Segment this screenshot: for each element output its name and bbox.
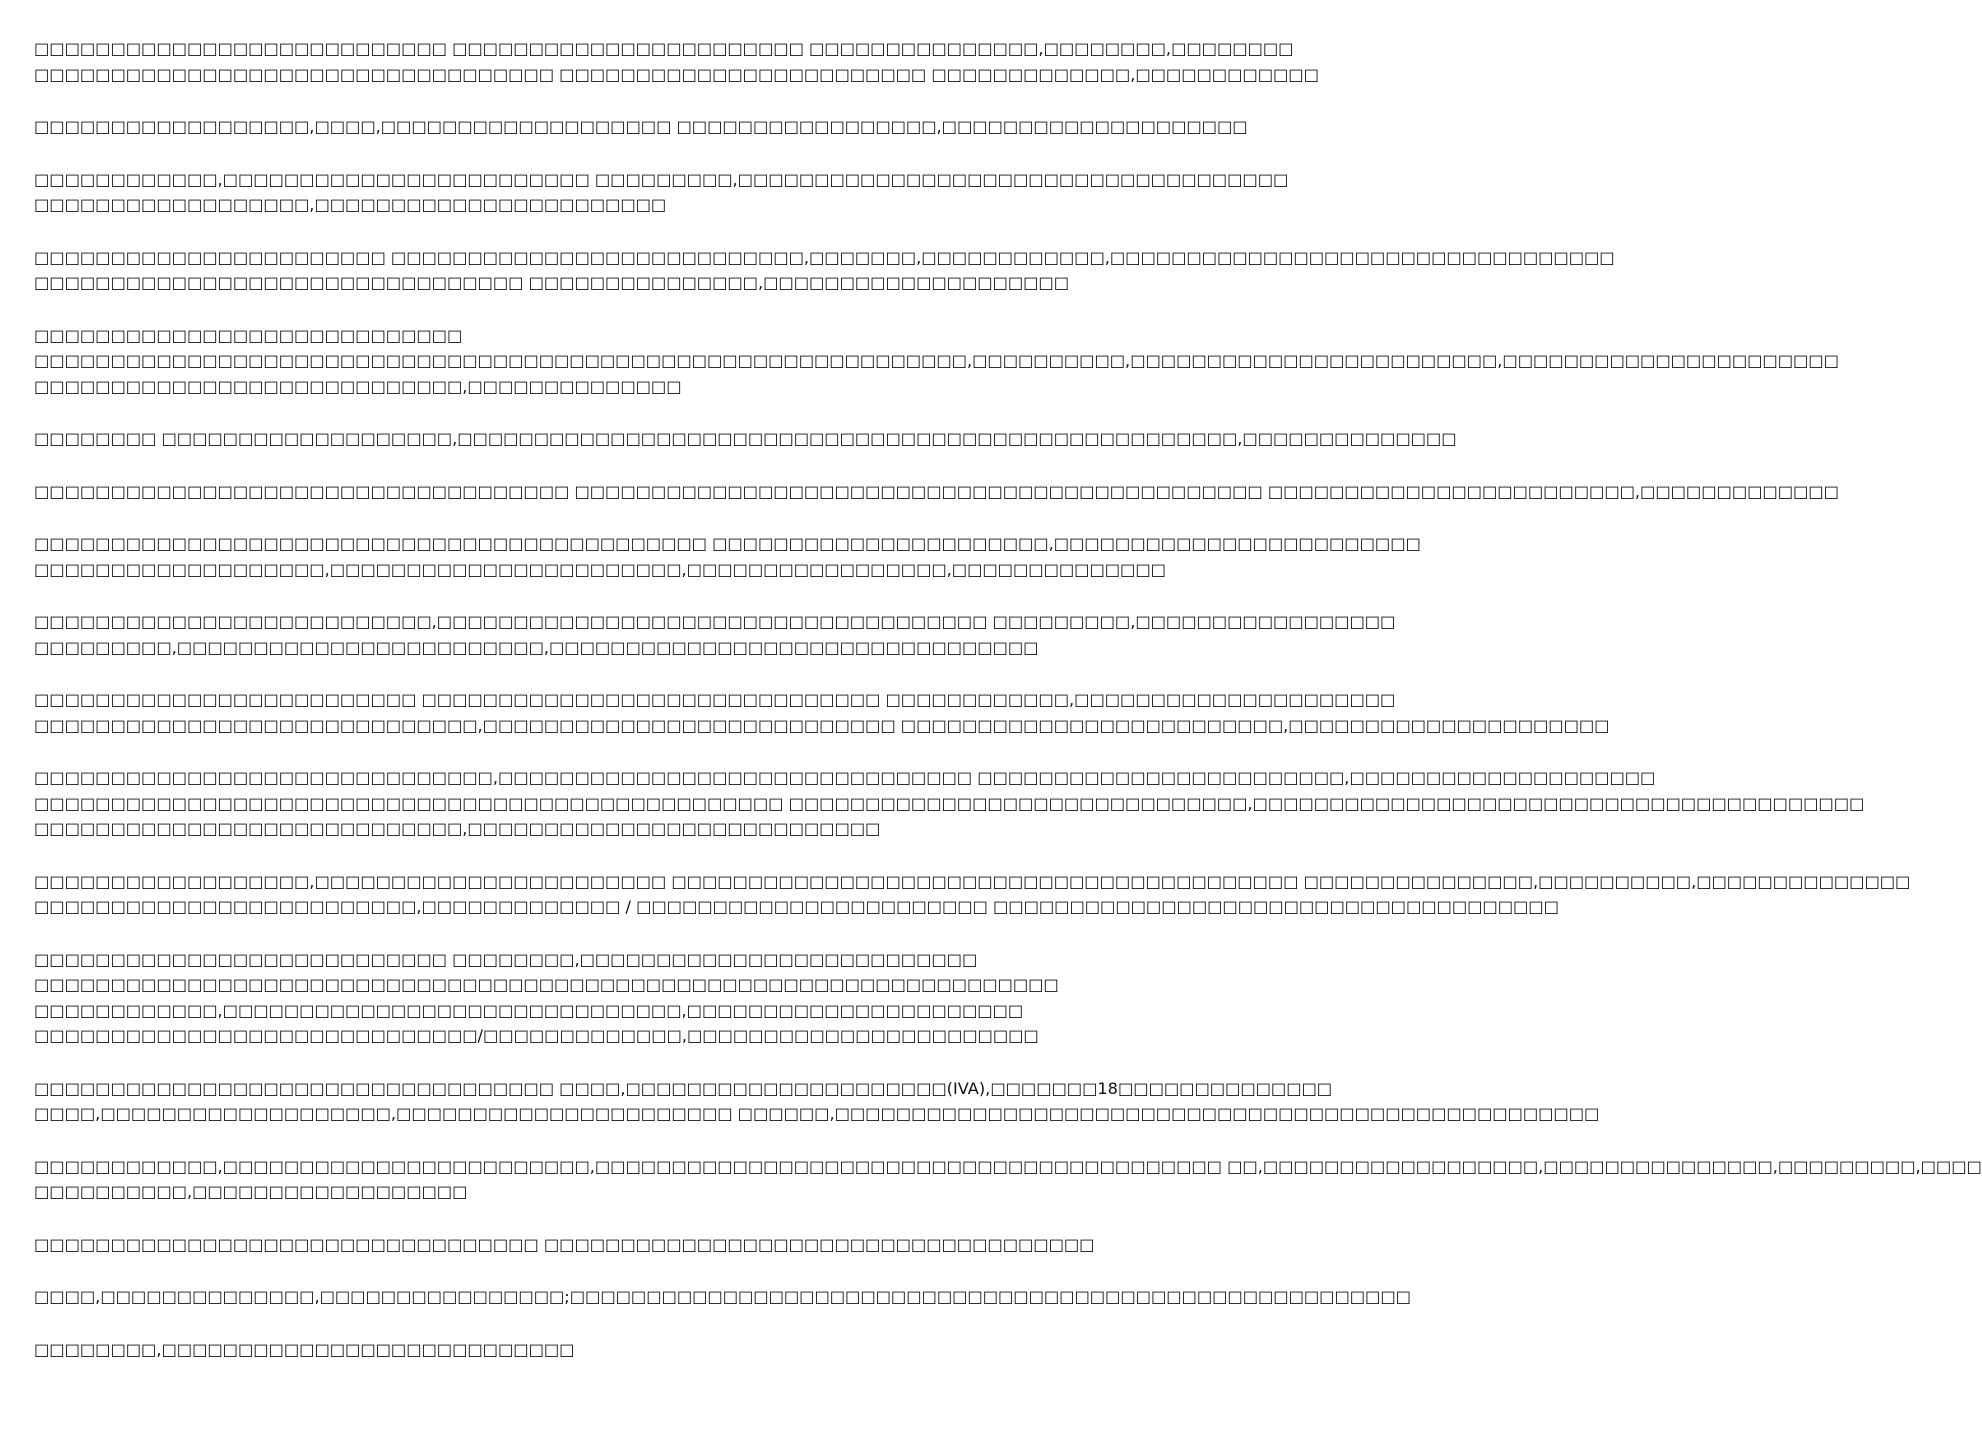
- text-line: □□□□□□□□□□□□□□□□□□□□□□□□□□□□□/□□□□□□□□□□□□□,□□□□□□□□□□□□□□□□□□□□□□□: [34, 1026, 1039, 1045]
- paragraph-6: [34, 426, 1457, 452]
- text-line: □□□□□□□□□□□□□□□□□□,□□□□□□□□□□□□□□□□□□□□□□□ □□□□□□□□□□□□□□□□□□□□□□□□□□□□□□□□□□□□□□□□□ □□□□□□□□□□□□□□□,□□□□□□□□□□,□□□□□□□□□□□□□□: [34, 871, 1911, 891]
- paragraph-3: [34, 167, 1289, 218]
- text-line: □□□□□□□□□□□□□□□□□□□□□□□□□,□□□□□□□□□□□□□ / □□□□□□□□□□□□□□□□□□□□□□□ □□□□□□□□□□□□□□□□□□□□□□□□□□□□□□□□□□□□□: [34, 897, 1559, 916]
- paragraph-14: [34, 1076, 1600, 1127]
- paragraph-18: [34, 1337, 994, 1363]
- text-line: □□□□□□□□□□□□□□□□□□□□□□□□□□□ □□□□□□□□,□□□□□□□□□□□□□□□□□□□□□□□□□□: [34, 949, 978, 969]
- paragraph-15: [34, 1154, 1982, 1205]
- text-line: □□□□□□□□□□□□□□□□□□,□□□□□□□□□□□□□□□□□□□□□□□: [34, 195, 667, 214]
- paragraph-2: [34, 114, 1248, 140]
- paragraph-11: [34, 765, 1865, 842]
- text-line: □□□□□□□□□□□□□□□□□□□□□□□□□□□□,□□□□□□□□□□□□□□□□□□□□□□□□□□□: [34, 819, 881, 838]
- paragraph-9: [34, 609, 1396, 660]
- text-line: □□□□,□□□□□□□□□□□□□□□□□□□,□□□□□□□□□□□□□□□□□□□□□□ □□□□□□,□□□□□□□□□□□□□□□□□□□□□□□□□□□□□□□□□□□□□□□□□□□□□□□□□□: [34, 1104, 1600, 1123]
- text-line: □□□□,□□□□□□□□□□□□□□,□□□□□□□□□□□□□□□□;□□□□□□□□□□□□□□□□□□□□□□□□□□□□□□□□□□□□□□□□□□□□□□□□□□□□□□□: [34, 1287, 1411, 1306]
- text-line: □□□□□□□□□□□□□□□□□□□□□□□□□ □□□□□□□□□□□□□□□□□□□□□□□□□□□□□□ □□□□□□□□□□□□,□□□□□□□□□□□□□□□□□□□□□: [34, 690, 1396, 709]
- text-line: □□□□□□□□□□□□□□□□□□□□□□□□□□□□□□□□□□ □□□□,□□□□□□□□□□□□□□□□□□□□□(IVA),□□□□□□□18□□□□□□□□□□□□□□: [34, 1078, 1333, 1098]
- text-line: □□□□□□□□□□□□□□□□□□□□□□□□□□□□□□□□□ □□□□□□□□□□□□□□□□□□□□□□□□□□□□□□□□□□□□: [34, 1234, 1095, 1254]
- text-line: □□□□□□□□□,□□□□□□□□□□□□□□□□□□□□□□□□,□□□□□□□□□□□□□□□□□□□□□□□□□□□□□□□□: [34, 637, 1039, 657]
- text-line: □□□□□□□□□□□□□□□□□□□□□□□□□□□□□□□□□□ □□□□□□□□□□□□□□□□□□□□□□□□ □□□□□□□□□□□□□,□□□□□□□□□□□□: [34, 64, 1319, 84]
- text-line: □□□□□□□□□□□□□□□□□□□□□□□□□□□ □□□□□□□□□□□□□□□□□□□□□□□ □□□□□□□□□□□□□□□,□□□□□□□□,□□□□□□□□: [34, 39, 1294, 58]
- text-line: □□□□□□□□□□□□□□□□□□□□□□□□□□□□□□□□□□□□□□□□□□□□□□□□□ □□□□□□□□□□□□□□□□□□□□□□□□□□□□□□,□□□□□□□□□□□□□□□□□□□□□□□□□□□□□□□□□□□□□□□□: [34, 793, 1865, 813]
- text-line: □□□□□□□□□□□□□□□□□□□□□□□□□□□□□□□□□□□□□□□□□□□□□□□□□□□□□□□□□□□□□□□□□□□: [34, 975, 1059, 994]
- paragraph-7: [34, 479, 1839, 505]
- text-line: □□□□□□□□□□□□□□□□□□□□□□□□□□□□,□□□□□□□□□□□□□□: [34, 376, 682, 396]
- text-line: □□□□□□□□□□□□,□□□□□□□□□□□□□□□□□□□□□□□□,□□□□□□□□□□□□□□□□□□□□□□□□□□□□□□□□□□□□□□□□□ □□,□□□□□□□□□□□□□□□□□□,□□□□□□□□□□□□□□□,□□□□□□□□□,□□□□: [34, 1156, 1982, 1176]
- text-line: □□□□□□□□□□□□,□□□□□□□□□□□□□□□□□□□□□□□□□□□□□□,□□□□□□□□□□□□□□□□□□□□□□: [34, 1000, 1024, 1020]
- paragraph-12: [34, 869, 1911, 920]
- text-line: □□□□□□□□ □□□□□□□□□□□□□□□□□□□,□□□□□□□□□□□□□□□□□□□□□□□□□□□□□□□□□□□□□□□□□□□□□□□□□□□,□□□□□□□□□□□□□□: [34, 429, 1457, 448]
- text-line: □□□□□□□□□□□□,□□□□□□□□□□□□□□□□□□□□□□□□ □□□□□□□□□,□□□□□□□□□□□□□□□□□□□□□□□□□□□□□□□□□□□□: [34, 169, 1289, 189]
- paragraph-1: [34, 36, 1319, 87]
- text-line: □□□□□□□□□□□□□□□□□□□□□□□□□□□□: [34, 325, 463, 345]
- text-line: □□□□□□□□□□,□□□□□□□□□□□□□□□□□□: [34, 1182, 468, 1201]
- paragraph-13: [34, 947, 1059, 1049]
- text-line: □□□□□□□□□□□□□□□□□□,□□□□,□□□□□□□□□□□□□□□□□□□ □□□□□□□□□□□□□□□□□,□□□□□□□□□□□□□□□□□□□□: [34, 117, 1248, 136]
- text-line: □□□□□□□□□□□□□□□□□□□□□□□□□□□□□□□□□□□□□□□□□□□□□□□□□□□□□□□□□□□□□,□□□□□□□□□□,□□□□□□□□□□□□□□□□□□□□□□□□,□□□□□□□□□□□□□□□□□□□□□□: [34, 351, 1839, 370]
- document-body: [34, 36, 1982, 1389]
- text-line: □□□□□□□□□□□□□□□□□□□□□□□□□□□□□,□□□□□□□□□□□□□□□□□□□□□□□□□□□ □□□□□□□□□□□□□□□□□□□□□□□□□,□□□□□□□□□□□□□□□□□□□□□: [34, 715, 1610, 735]
- text-line: □□□□□□□□□□□□□□□□□□□,□□□□□□□□□□□□□□□□□□□□□□□,□□□□□□□□□□□□□□□□□,□□□□□□□□□□□□□□: [34, 559, 1166, 579]
- text-line: □□□□□□□□,□□□□□□□□□□□□□□□□□□□□□□□□□□□: [34, 1339, 575, 1359]
- paragraph-10: [34, 687, 1610, 738]
- text-line: □□□□□□□□□□□□□□□□□□□□□□□□□□□□□□□□□□□□□□□□□□□□ □□□□□□□□□□□□□□□□□□□□□□,□□□□□□□□□□□□□□□□□□□□□□□□: [34, 534, 1421, 553]
- text-line: □□□□□□□□□□□□□□□□□□□□□□□□□□□□□□□□□□□ □□□□□□□□□□□□□□□□□□□□□□□□□□□□□□□□□□□□□□□□□□□□□ □□□□□□□□□□□□□□□□□□□□□□□□,□□□□□□□□□□□□□: [34, 481, 1839, 501]
- paragraph-5: [34, 323, 1839, 400]
- paragraph-4: [34, 245, 1615, 296]
- text-line: □□□□□□□□□□□□□□□□□□□□□□□□□□□□□□□□ □□□□□□□□□□□□□□□,□□□□□□□□□□□□□□□□□□□□: [34, 273, 1070, 292]
- paragraph-8: [34, 531, 1421, 582]
- paragraph-17: [34, 1284, 1411, 1310]
- text-line: □□□□□□□□□□□□□□□□□□□□□□□□□□□□□□,□□□□□□□□□□□□□□□□□□□□□□□□□□□□□□□ □□□□□□□□□□□□□□□□□□□□□□□□,□□□□□□□□□□□□□□□□□□□□: [34, 768, 1656, 787]
- text-line: □□□□□□□□□□□□□□□□□□□□□□□□□□,□□□□□□□□□□□□□□□□□□□□□□□□□□□□□□□□□□□□ □□□□□□□□□,□□□□□□□□□□□□□□□□□: [34, 612, 1396, 631]
- text-line: □□□□□□□□□□□□□□□□□□□□□□□ □□□□□□□□□□□□□□□□□□□□□□□□□□□,□□□□□□□,□□□□□□□□□□□□,□□□□□□□□□□□□□□□□□□□□□□□□□□□□□□□□□: [34, 247, 1615, 267]
- paragraph-16: [34, 1232, 1095, 1258]
